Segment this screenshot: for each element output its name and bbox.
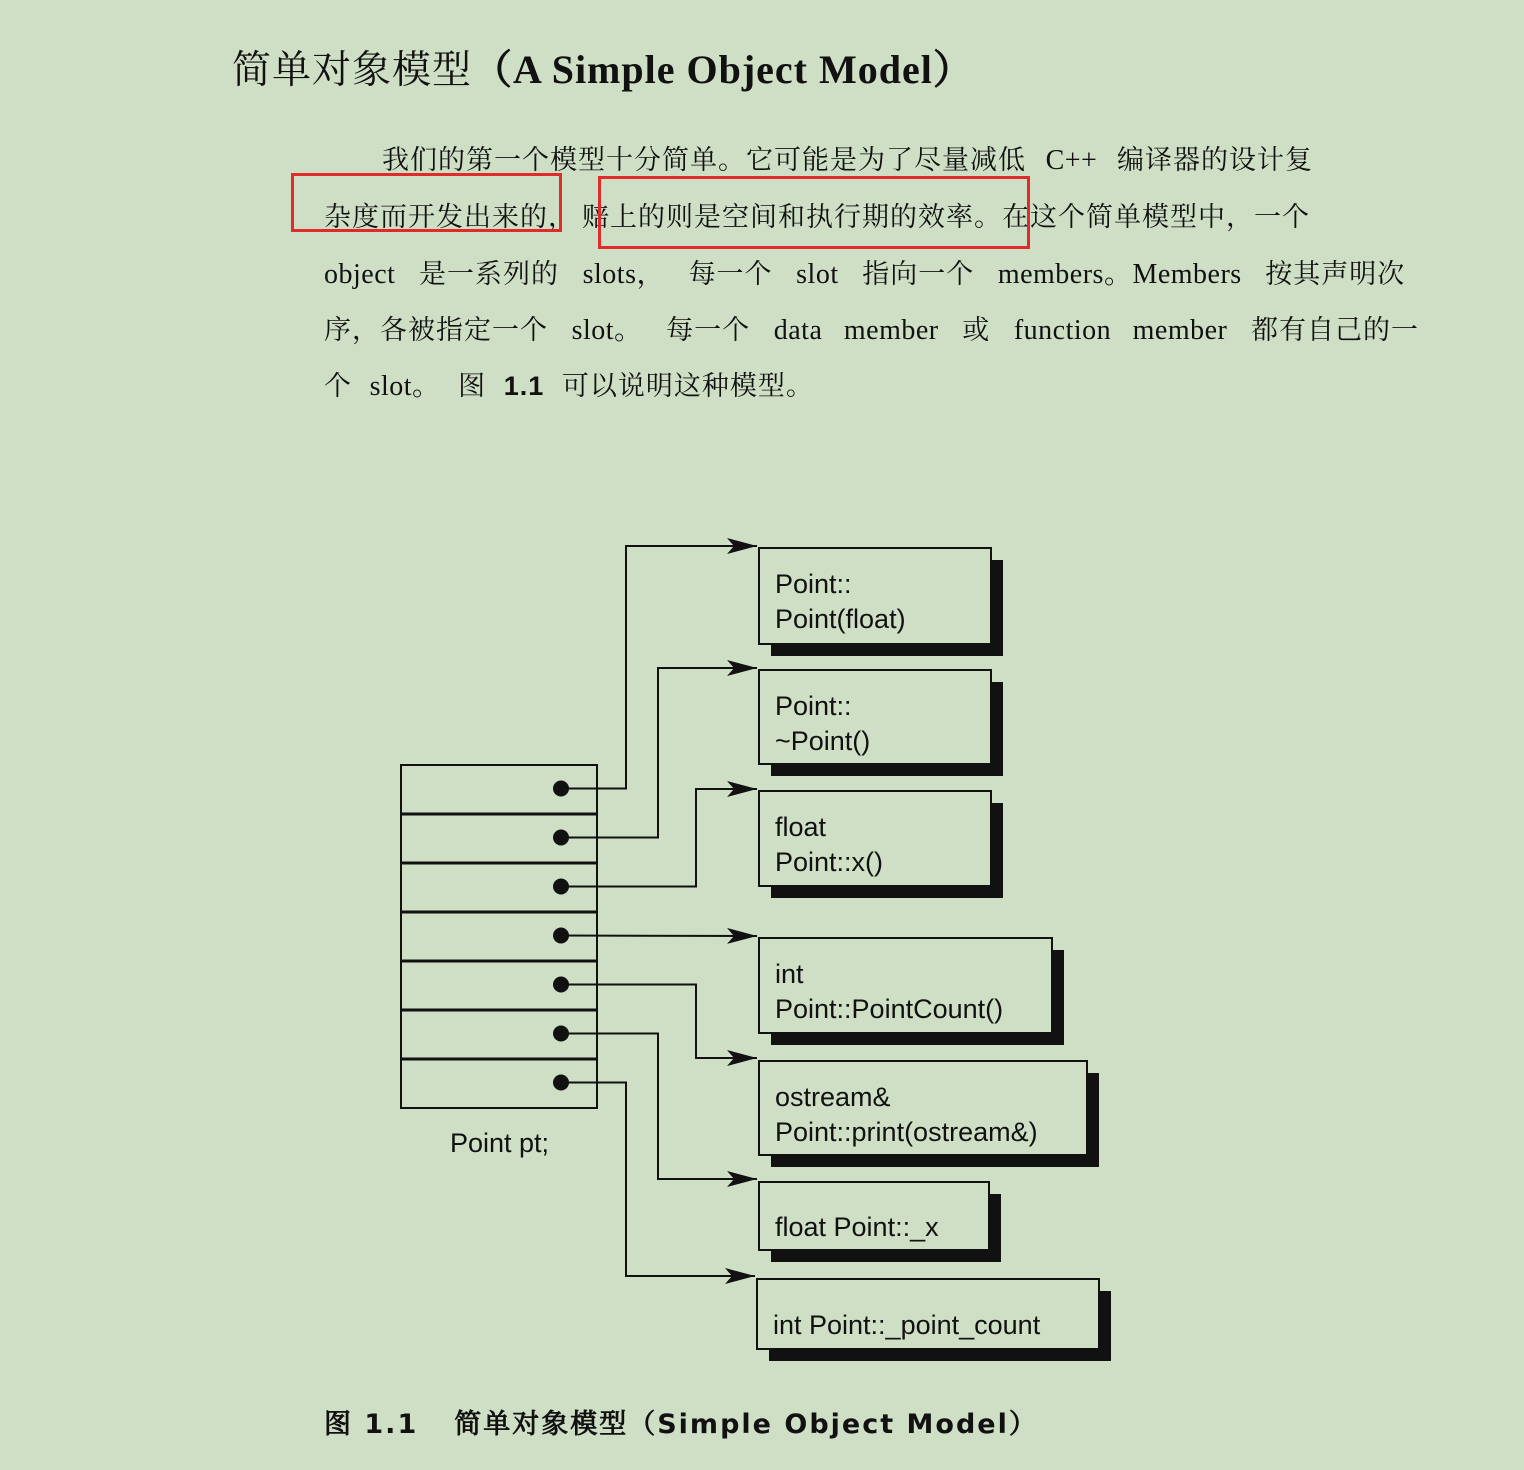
slot-pointer-arrow [561,668,757,838]
object-label: Point pt; [450,1128,550,1158]
text-segment: 图 [458,371,487,402]
text-segment: 个 [324,371,352,402]
text-segment: slot。 [369,371,441,402]
member-label-line1: ostream& [775,1082,891,1112]
member-box [759,670,1003,776]
member-box-shadow [769,1349,1111,1361]
text-segment: 指向一个 [862,259,975,290]
text-segment: ， [548,202,576,233]
member-box-shadow [991,682,1003,776]
member-label-line1: Point:: [775,569,852,599]
text-segment: 都有自己的一 [1250,315,1419,346]
member-label-line1: Point:: [775,691,852,721]
text-segment: 可以说明这种模型。 [561,371,814,402]
member-label-line1: int [775,959,804,989]
text-segment: slot [796,259,839,290]
member-label: int Point::_point_count [773,1310,1041,1340]
member-box [759,1182,1001,1262]
member-box-shadow [991,560,1003,656]
figure-caption [324,1402,1038,1441]
member-label-line2: Point::PointCount() [775,994,1004,1024]
text-segment: 或 [962,315,991,346]
text-segment: 是一系列的 [419,259,560,290]
member-boxes [757,548,1111,1361]
title-latin: （A Simple Object Model） [472,47,974,92]
text-segment: 编译器的设计复 [1116,145,1313,176]
caption-number: 图 1.1 [324,1409,419,1440]
member-box-shadow [991,803,1003,898]
member-box [759,1061,1099,1167]
text-segment: object [324,259,396,290]
member-box [759,548,1003,656]
member-box [759,791,1003,898]
member-label-line2: ~Point() [775,726,871,756]
highlighted-phrase-1: 杂度而开发出来的 [324,202,548,233]
text-segment: 序，各被指定一个 [324,315,548,346]
caption-text: 简单对象模型（Simple Object Model） [454,1409,1038,1440]
figure-reference: 1.1 [503,371,545,401]
member-box [757,1279,1111,1361]
member-box-shadow [771,1155,1099,1167]
text-segment: 。在这个简单模型中，一个 [974,202,1310,233]
text-segment: 按其声明次 [1265,259,1406,290]
slot-pointer-arrow [561,1034,757,1180]
text-segment: C++ [1045,145,1098,176]
text-segment: 每一个 [666,315,751,346]
member-label-line2: Point(float) [775,604,906,634]
highlighted-phrase-2: 赔上的则是空间和执行期的效率 [582,202,974,233]
member-label-line1: float [775,812,827,842]
member-box-shadow [771,1033,1064,1045]
text-segment: members。Members [997,259,1242,290]
member-box-shadow [771,764,1003,776]
member-box [759,938,1064,1045]
text-segment: slots， [582,259,665,290]
text-segment: data member [773,315,939,346]
member-box-shadow [771,1250,1001,1262]
text-segment: function member [1013,315,1228,346]
title-zh: 简单对象模型 [232,48,473,93]
member-label-line2: Point::print(ostream&) [775,1117,1038,1147]
member-label-line2: Point::x() [775,847,884,877]
text-segment: 我们的第一个模型十分简单。它可能是为了尽量减低 [382,145,1026,176]
member-box-shadow [1087,1073,1099,1167]
member-label: float Point::_x [775,1212,939,1242]
member-box-shadow [771,644,1003,656]
text-segment: 每一个 [688,259,773,290]
member-box-shadow [771,886,1003,898]
slot-pointer-arrow [561,936,757,937]
text-segment: slot。 [571,315,643,346]
member-box-shadow [1052,950,1064,1045]
